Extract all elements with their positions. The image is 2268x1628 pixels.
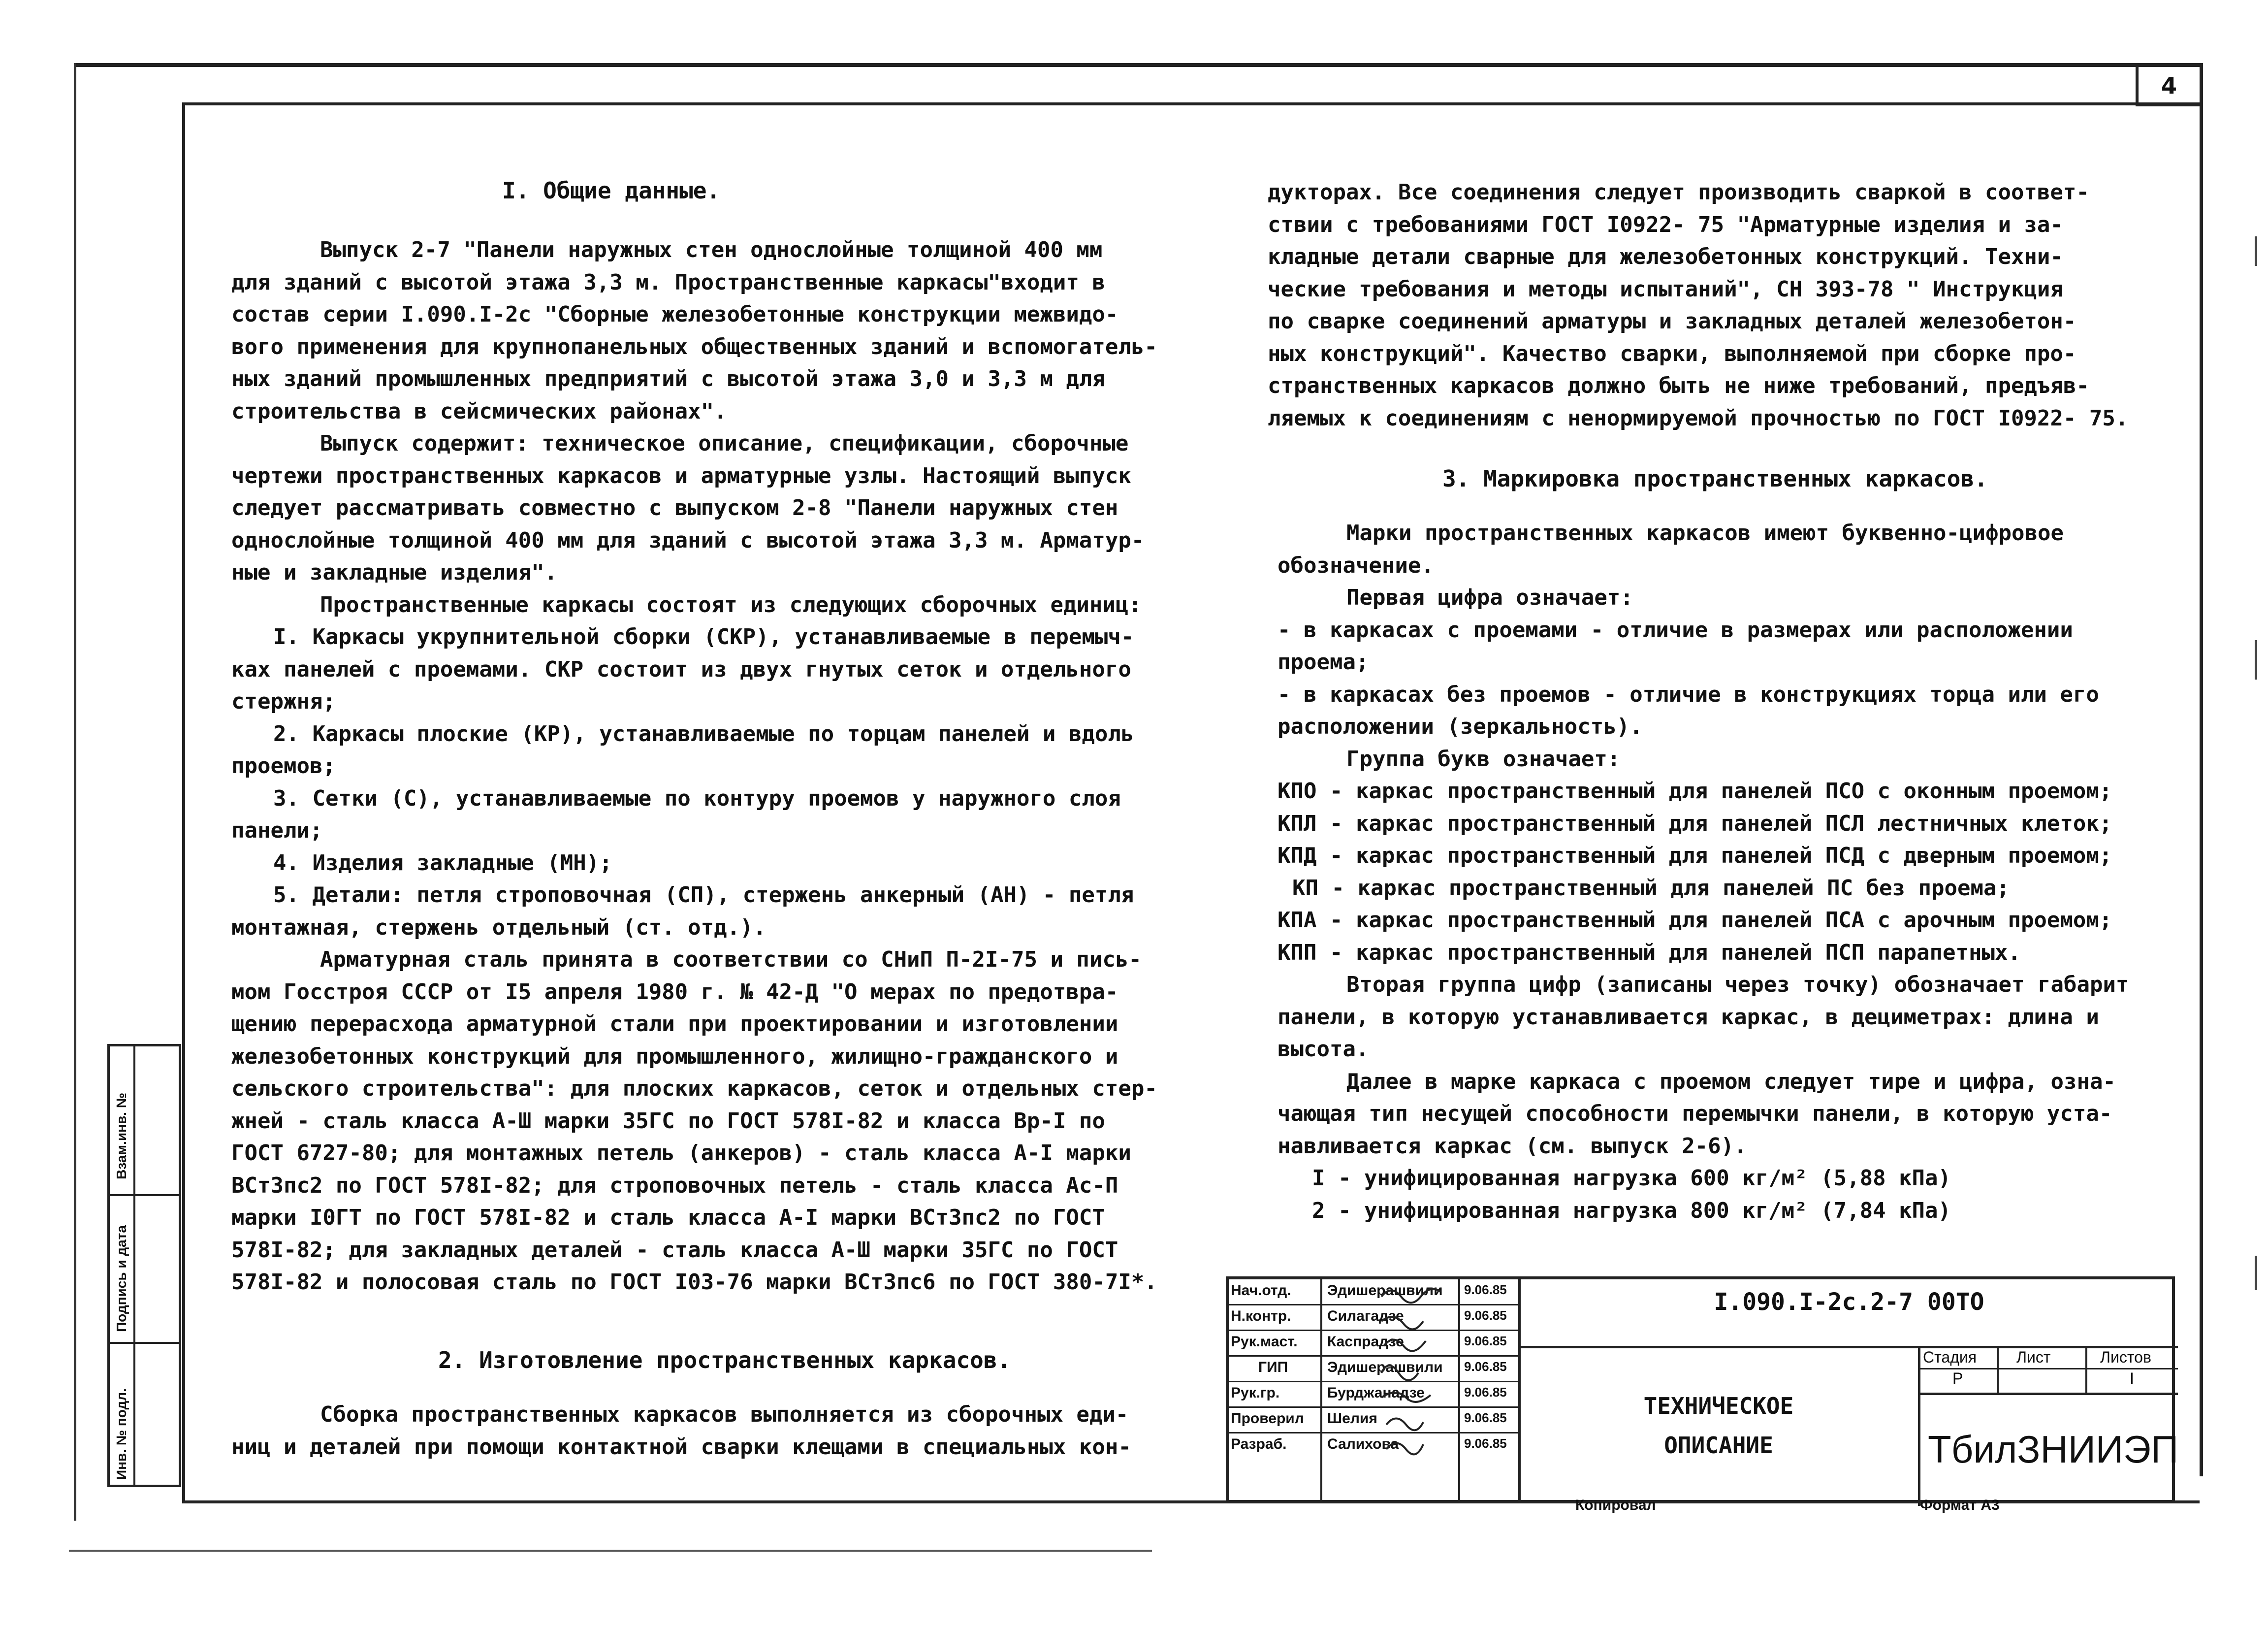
frame-right-line [2200,63,2203,1476]
text-line: чающая тип несущей способности перемычки панели, в которую уста- [1278,1101,2112,1126]
stage-label: Стадия [1923,1348,1977,1366]
left-text-block-2 [231,1399,1131,1463]
signature-row [1229,1407,1518,1433]
text-line: железобетонных конструкций для промышленного, жилищно-гражданского и [231,1043,1118,1069]
text-line: Группа букв означает: [1346,746,1621,772]
edge-mark [2255,236,2257,266]
text-line: 5. Детали: петля строповочная (СП), стержень анкерный (АН) - петля [273,882,1134,908]
frame-left-line [74,63,76,1521]
text-line: ляемых к соединениям с ненормируемой прочностью по ГОСТ I0922- 75. [1268,405,2129,431]
date-cell: 9.06.85 [1464,1308,1507,1323]
name-cell: Силагадзе [1327,1308,1404,1324]
text-line: КПЛ - каркас пространственный для панелей ПСЛ лестничных клеток; [1278,811,2112,836]
section-heading-marking: 3. Маркировка пространственных каркасов. [1442,465,1988,492]
margin-sign-date: Подпись и дата [114,1225,129,1332]
text-line: 3. Сетки (С), устанавливаемые по контуру проемов у наружного слоя [273,785,1121,811]
text-line: ные и закладные изделия". [231,560,558,585]
text-line: мом Госстроя СССР от I5 апреля 1980 г. № 42-Д "О мерах по предотвра- [231,979,1118,1005]
text-line: Первая цифра означает: [1346,585,1633,610]
text-line: ках панелей с проемами. СКР состоит из двух гнутых сеток и отдельного [231,656,1131,682]
signature-row [1229,1331,1518,1357]
role-cell: Разраб. [1231,1436,1287,1452]
role-cell: Н.контр. [1231,1308,1291,1324]
signature-row [1229,1305,1518,1331]
text-line: высота. [1278,1037,1369,1062]
text-line: для зданий с высотой этажа 3,3 м. Пространственные каркасы"входит в [231,269,1105,295]
text-line: 578I-82 и полосовая сталь по ГОСТ I03-76 марки ВСт3пс6 по ГОСТ 380-7I*. [231,1270,1157,1295]
text-line: навливается каркас (см. выпуск 2-6). [1278,1133,1747,1159]
signature-table [1229,1279,1521,1500]
name-cell: Шелия [1327,1410,1377,1427]
sheets-value: I [2130,1369,2134,1387]
margin-inv-no: Инв. № подл. [114,1388,129,1480]
signature-row [1229,1433,1518,1458]
text-line: I. Каркасы укрупнительной сборки (СКР), устанавливаемые в перемыч- [273,624,1134,650]
text-line: Пространственные каркасы состоят из следующих сборочных единиц: [320,592,1142,618]
text-line: 2. Каркасы плоские (КР), устанавливаемые по торцам панелей и вдоль [273,721,1134,747]
signature-row [1229,1382,1518,1408]
role-cell: Проверил [1231,1410,1304,1427]
copied-label: Копировал [1575,1497,1656,1513]
name-cell: Каспрадзе [1327,1334,1404,1350]
text-line: вого применения для крупнопанельных общественных зданий и вспомогатель- [231,334,1157,359]
text-line: сельского строительства": для плоских каркасов, сеток и отдельных стер- [231,1076,1157,1101]
text-line: ных зданий промышленных предприятий с высотой этажа 3,0 и 3,3 м для [231,366,1105,391]
text-line: 4. Изделия закладные (МН); [273,850,612,876]
text-line: ниц и деталей при помощи контактной сварки клещами в специальных кон- [231,1434,1131,1460]
text-line: ствии с требованиями ГОСТ I0922- 75 "Арматурные изделия и за- [1268,212,2063,237]
text-line: кладные детали сварные для железобетонных конструкций. Техни- [1268,244,2063,269]
text-line: панели, в которую устанавливается каркас, в дециметрах: длина и [1278,1004,2099,1030]
text-line: ГОСТ 6727-80; для монтажных петель (анкеров) - сталь класса А-I марки [231,1140,1131,1166]
frame-top-line [76,63,2203,67]
signature-row [1229,1356,1518,1382]
section-heading-manufacturing: 2. Изготовление пространственных каркасов. [438,1347,1011,1373]
text-line: однослойные толщиной 400 мм для зданий с высотой этажа 3,3 м. Арматур- [231,527,1145,553]
text-line: марки I0ГТ по ГОСТ 578I-82 и сталь класса А-I марки ВСт3пс2 по ГОСТ [231,1205,1105,1230]
text-line: чертежи пространственных каркасов и арматурные узлы. Настоящий выпуск [231,463,1131,488]
document-code: I.090.I-2с.2-7 00ТО [1714,1288,1984,1316]
text-line: Сборка пространственных каркасов выполняется из сборочных еди- [320,1402,1129,1427]
right-text-block-2 [1278,517,2129,1227]
text-line: КПД - каркас пространственный для панелей ПСД с дверным проемом; [1278,843,2112,868]
title-block [1226,1276,2179,1503]
date-cell: 9.06.85 [1464,1385,1507,1400]
sheets-label: Листов [2100,1348,2151,1366]
text-line: I - унифицированная нагрузка 600 кг/м² (5,88 кПа) [1312,1166,1951,1191]
left-text-block-1 [231,234,1157,1299]
text-line: проемов; [231,753,336,779]
date-cell: 9.06.85 [1464,1410,1507,1425]
text-line: жней - сталь класса А-Ш марки 35ГС по ГОСТ 578I-82 и класса Вр-I по [231,1108,1105,1134]
text-line: обозначение. [1278,553,1434,578]
name-cell: Салихова [1327,1436,1399,1452]
text-line: расположении (зеркальность). [1278,714,1643,739]
text-line: проема; [1278,650,1369,675]
margin-replace-inv: Взам.инв. № [114,1093,129,1179]
text-line: Арматурная сталь принята в соответствии со СНиП П-2I-75 и пись- [320,947,1142,972]
text-line: строительства в сейсмических районах". [231,398,727,424]
text-line: следует рассматривать совместно с выпуском 2-8 "Панели наружных стен [231,495,1118,521]
page-number: 4 [2136,67,2200,106]
text-line: 578I-82; для закладных деталей - сталь класса А-Ш марки 35ГС по ГОСТ [231,1237,1118,1263]
signature-row [1229,1279,1518,1305]
signature-scribbles [1376,1282,1455,1459]
right-text-block-1 [1268,176,2128,434]
date-cell: 9.06.85 [1464,1436,1507,1451]
text-line: панели; [231,818,323,843]
frame-bottom-line [69,1550,1152,1552]
text-line: КПА - каркас пространственный для панелей ПСА с арочным проемом; [1278,908,2112,933]
stage-value: Р [1952,1369,1963,1387]
role-cell: ГИП [1258,1359,1288,1375]
text-line: - в каркасах без проемов - отличие в конструкциях торца или его [1278,682,2099,707]
text-line: КПП - каркас пространственный для панелей ПСП парапетных. [1278,940,2021,965]
text-line: Далее в марке каркаса с проемом следует тире и цифра, озна- [1346,1069,2116,1094]
date-cell: 9.06.85 [1464,1282,1507,1297]
role-cell: Рук.маст. [1231,1334,1298,1350]
document-title-line1: ТЕХНИЧЕСКОЕ [1643,1393,1794,1419]
sheet-label: Лист [2016,1348,2051,1366]
text-line: ческие требования и методы испытаний", СН 393-78 " Инструкция [1268,276,2063,302]
text-line: Марки пространственных каркасов имеют буквенно-цифровое [1346,521,2064,546]
text-line: Вторая группа цифр (записаны через точку) обозначает габарит [1346,972,2129,997]
edge-mark [2255,1256,2257,1290]
text-line: состав серии I.090.I-2с "Сборные железобетонные конструкции межвидо- [231,302,1118,327]
text-line: Выпуск 2-7 "Панели наружных стен однослойные толщиной 400 мм [320,237,1103,262]
text-line: ВСт3пс2 по ГОСТ 578I-82; для строповочных петель - сталь класса Ас-П [231,1172,1118,1198]
text-line: Выпуск содержит: техническое описание, спецификации, сборочные [320,431,1129,456]
format-label: Формат А3 [1920,1497,2000,1513]
name-cell: Эдишерашвили [1327,1282,1443,1299]
text-line: - в каркасах с проемами - отличие в размерах или расположении [1278,617,2073,643]
date-cell: 9.06.85 [1464,1359,1507,1374]
text-line: странственных каркасов должно быть не ниже требований, предъяв- [1268,373,2089,398]
role-cell: Нач.отд. [1231,1282,1291,1299]
text-line: щению перерасхода арматурной стали при проектировании и изготовлении [231,1011,1118,1037]
text-line: стержня; [231,689,336,714]
text-line: КПО - каркас пространственный для панелей ПСО с оконным проемом; [1278,779,2112,804]
text-line: по сварке соединений арматуры и закладных деталей железобетон- [1268,309,2076,334]
text-line: КП - каркас пространственный для панелей ПС без проема; [1292,875,2010,901]
role-cell: Рук.гр. [1231,1385,1280,1401]
edge-mark [2255,640,2257,680]
text-line: 2 - унифицированная нагрузка 800 кг/м² (7,84 кПа) [1312,1198,1951,1223]
section-heading-general: I. Общие данные. [502,177,721,204]
name-cell: Бурджанадзе [1327,1385,1425,1401]
text-line: дукторах. Все соединения следует производить сваркой в соответ- [1268,180,2089,205]
name-cell: Эдишерашвили [1327,1359,1443,1375]
text-line: ных конструкций". Качество сварки, выполняемой при сборке про- [1268,341,2076,366]
text-line: монтажная, стержень отдельный (ст. отд.). [231,914,767,940]
date-cell: 9.06.85 [1464,1334,1507,1348]
margin-stamp [107,1044,181,1487]
organization-name: ТбилЗНИИЭП [1928,1428,2179,1471]
document-title-line2: ОПИСАНИЕ [1664,1432,1773,1459]
